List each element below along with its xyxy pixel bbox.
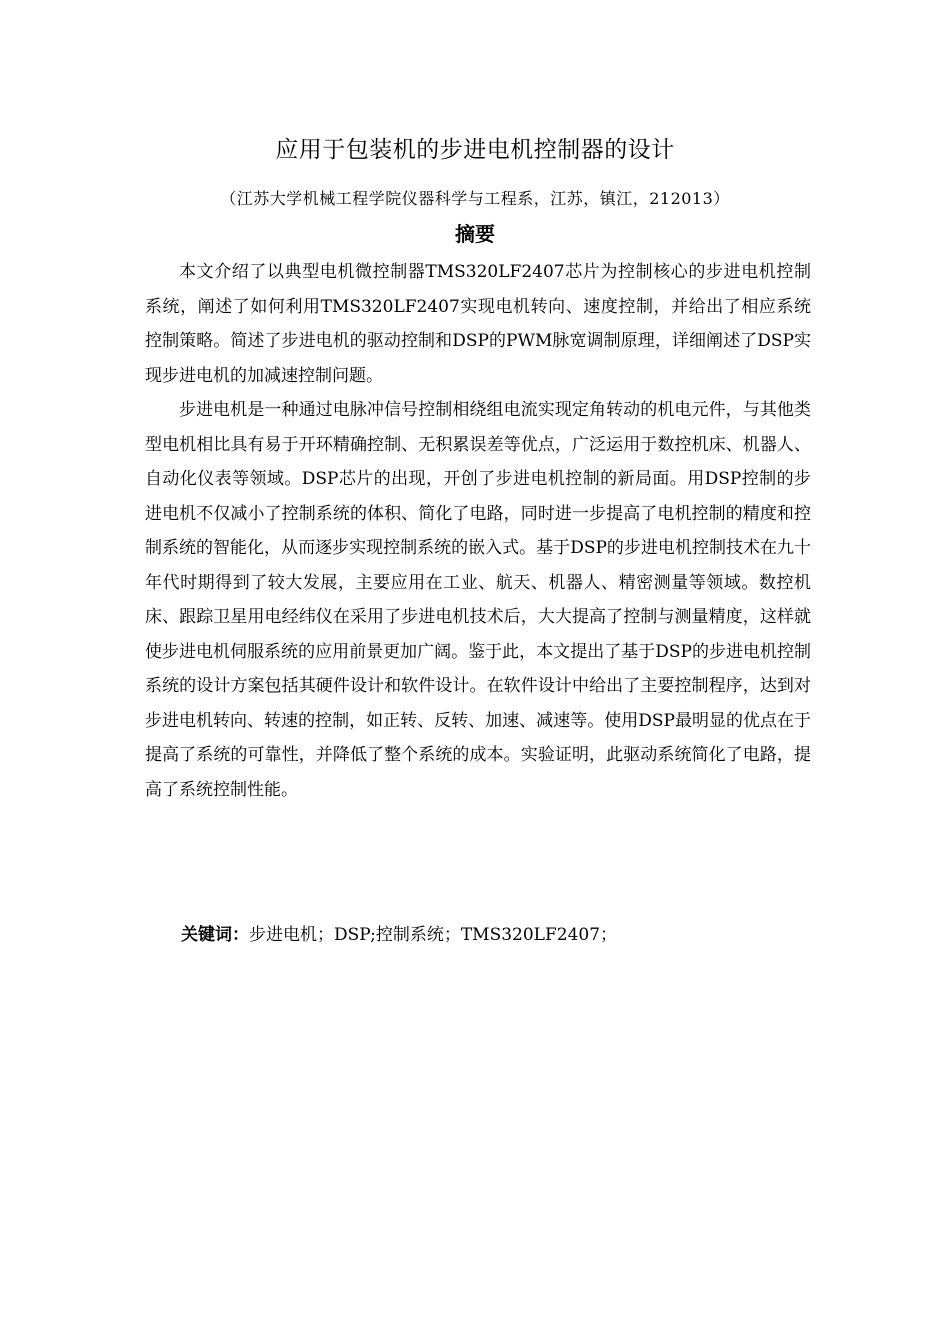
author-affiliation: （江苏大学机械工程学院仪器科学与工程系，江苏，镇江，212013） (220, 189, 730, 208)
abstract-paragraph-1: 本文介绍了以典型电机微控制器TMS320LF2407芯片为控制核心的步进电机控制系统，阐述了如何利用TMS320LF2407实现电机转向、速度控制，并给出了相应系统控制策略。简述了步进电机的驱动控制和DSP的PWM脉宽调制原理，详细阐述了DSP实现步进电机的加减速控制问题。 (145, 262, 811, 386)
document-title: 应用于包装机的步进电机控制器的设计 (275, 137, 675, 163)
keywords-line (181, 919, 617, 951)
keywords-label: 关键词： (181, 925, 249, 945)
keywords-text: 步进电机；DSP;控制系统；TMS320LF2407； (249, 925, 618, 945)
abstract-heading: 摘要 (455, 222, 495, 246)
abstract-paragraph-2: 步进电机是一种通过电脉冲信号控制相绕组电流实现定角转动的机电元件，与其他类型电机相比具有易于开环精确控制、无积累误差等优点，广泛运用于数控机床、机器人、自动化仪表等领域。DSP芯片的出现，开创了步进电机控制的新局面。用DSP控制的步进电机不仅减小了控制系统的体积、简化了电路，同时进一步提高了电机控制的精度和控制系统的智能化，从而逐步实现控制系统的嵌入式。基于DSP的步进电机控制技术在九十年代时期得到了较大发展，主要应用在工业、航天、机器人、精密测量等领域。数控机床、跟踪卫星用电经纬仪在采用了步进电机技术后，大大提高了控制与测量精度，这样就使步进电机伺服系统的应用前景更加广阔。鉴于此，本文提出了基于DSP的步进电机控制系统的设计方案包括其硬件设计和软件设计。在软件设计中给出了主要控制程序，达到对步进电机转向、转速的控制，如正转、反转、加速、减速等。使用DSP最明显的优点在于提高了系统的可靠性，并降低了整个系统的成本。实验证明，此驱动系统简化了电路，提高了系统控制性能。 (145, 400, 811, 800)
abstract-body (145, 255, 811, 807)
